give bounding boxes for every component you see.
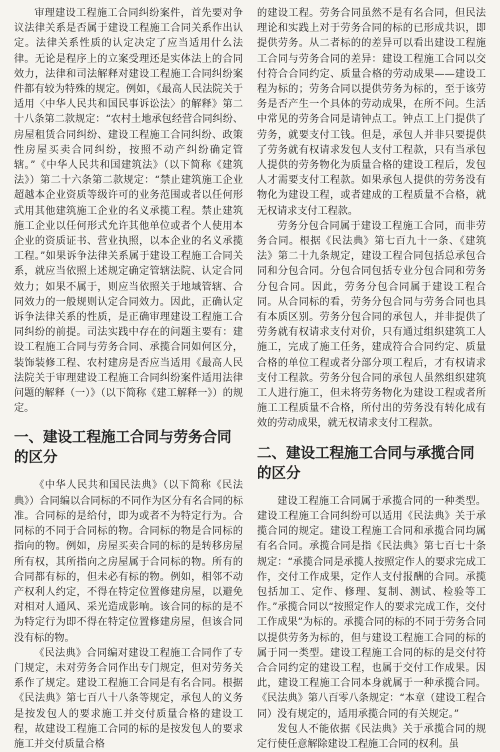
right-column (257, 6, 486, 750)
body-paragraph: 的建设工程。劳务合同虽然不是有名合同，但民法理论和实践上对于劳务合同的标的已形成共识，即提供劳务。从二者标的的差异可以看出建设工程施工合同与劳务合同的差异：建设工程施工合同以交付符合合同约定、质量合格的劳动成果——建设工程为标的；劳务合同以提供劳务为标的，至于该劳务是否产生一个具体的劳动成果，在所不问。生活中常见的劳务合同是请钟点工。钟点工上门提供了劳务，就要支付工钱。但是，承包人并非只要提供了劳务就有权请求发包人支付工程款，只有当承包人提供的劳务物化为质量合格的建设工程后，发包人才需要支付工程款。如果承包人提供的劳务没有物化为建设工程，或者建成的工程质量不合格，就无权请求支付工程款。 (257, 8, 486, 217)
body-paragraph: 劳务分包合同属于建设工程施工合同，而非劳务合同。根据《民法典》第七百九十一条、《建筑法》第二十九条规定，建设工程合同包括总承包合同和分包合同。分包合同包括专业分包合同和劳务分包合同。因此，劳务分包合同属于建设工程合同。从合同标的看，劳务分包合同与劳务合同也具有本质区别。劳务分包合同的承包人，并非提供了劳务就有权请求支付对价，只有通过组织建筑工人施工，完成了施工任务，建成符合合同约定、质量合格的单位工程或者分部分项工程后，才有权请求支付工程款。劳务分包合同的承包人虽然组织建筑工人进行施工，但未将劳务物化为建设工程或者所施工工程质量不合格，所付出的劳务没有转化成有效的劳动成果，就无权请求支付工程款。 (257, 220, 486, 430)
body-paragraph: 《民法典》合同编对建设工程施工合同作了专门规定，未对劳务合同作出专门规定，但对劳务关系作了规定。建设工程施工合同是有名合同。根据《民法典》第七百八十八条等规定，承包人的义务是按发包人的要求施工并交付质量合格的建设工程，故建设工程施工合同的标的是按发包人的要求施工并交付质量合格 (14, 647, 243, 750)
body-paragraph: 审理建设工程施工合同纠纷案件，首先要对争议法律关系是否属于建设工程施工合同关系作出认定。法律关系性质的认定决定了应当适用什么法律。无论是程序上的立案受理还是实体法上的合同效力，法律和司法解释对建设工程施工合同纠纷案件都有较为特殊的规定。例如，《最高人民法院关于适用〈中华人民共和国民事诉讼法〉的解释》第二十八条第二款规定：“农村土地承包经营合同纠纷、房屋租赁合同纠纷、建设工程施工合同纠纷、政策性房屋买卖合同纠纷，按照不动产纠纷确定管辖。”《中华人民共和国建筑法》（以下简称《建筑法》）第二十六条第二款规定：“禁止建筑施工企业超越本企业资质等级许可的业务范围或者以任何形式用其他建筑施工企业的名义承揽工程。禁止建筑施工企业以任何形式允许其他单位或者个人使用本企业的资质证书、营业执照，以本企业的名义承揽工程。”如果诉争法律关系属于建设工程施工合同关系，就应当依照上述规定确定管辖法院、认定合同效力；如果不属于，则应当依照关于地域管辖、合同效力的一般规则认定合同效力。因此，正确认定诉争法律关系的性质，是正确审理建设工程施工合同纠纷的前提。司法实践中存在的问题主要有：建设工程施工合同与劳务合同、承揽合同如何区分，装饰装修工程、农村建房是否应当适用《最高人民法院关于审理建设工程施工合同纠纷案件适用法律问题的解释（一）》（以下简称《建工解释一》）的规定。 (14, 8, 243, 415)
body-paragraph: 发包人不能依据《民法典》关于承揽合同的规定行使任意解除建设工程施工合同的权利。虽 (257, 723, 486, 750)
left-column (14, 6, 243, 750)
section-heading: 二、建设工程施工合同与承揽合同的区分 (257, 445, 475, 482)
body-paragraph: 《中华人民共和国民法典》（以下简称《民法典》）合同编以合同标的不同作为区分有名合同的标准。合同标的是给付，即为或者不为特定行为。合同标的不同于合同标的物。合同标的物是合同标的指向的物。例如，房屋买卖合同的标的是转移房屋所有权，其所指向之房屋属于合同标的物。所有的合同都有标的，但未必有标的物。例如，相邻不动产权利人约定，不得在特定位置修建房屋，以避免对相对人通风、采光造成影响。该合同的标的是不为特定行为即不得在特定位置修建房屋，但该合同没有标的物。 (14, 480, 243, 644)
section-heading: 一、建设工程施工合同与劳务合同的区分 (14, 430, 232, 467)
body-paragraph: 建设工程施工合同属于承揽合同的一种类型。建设工程施工合同纠纷可以适用《民法典》关于承揽合同的规定。建设工程施工合同和承揽合同均属有名合同。承揽合同是指《民法典》第七百七十条规定：“承揽合同是承揽人按照定作人的要求完成工作，交付工作成果，定作人支付报酬的合同。承揽包括加工、定作、修理、复制、测试、检验等工作。”承揽合同以“按照定作人的要求完成工作，交付工作成果”为标的。承揽合同的标的不同于劳务合同以提供劳务为标的，但与建设工程施工合同的标的属于同一类型。建设工程施工合同的标的是交付符合合同约定的建设工程，也属于交付工作成果。因此，建设工程施工合同本身就属于一种承揽合同。《民法典》第八百零八条规定：“本章（建设工程合同）没有规定的，适用承揽合同的有关规定。” (257, 495, 486, 720)
